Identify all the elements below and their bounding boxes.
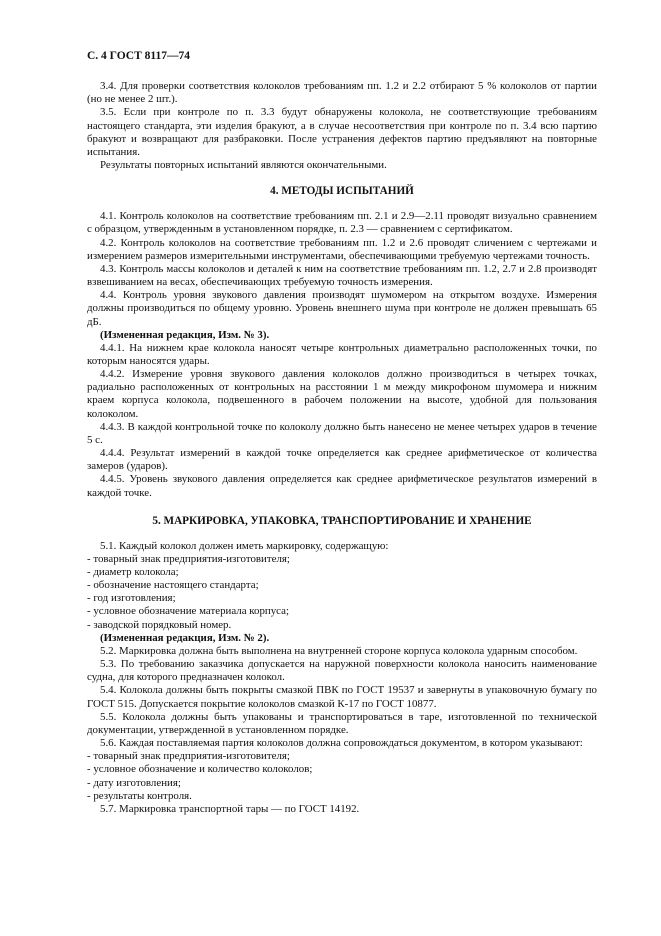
paragraph-4-4-3: 4.4.3. В каждой контрольной точке по колоколу должно быть нанесено не менее четырех ударов в течение 5 с. (87, 420, 597, 446)
section-4-title: 4. МЕТОДЫ ИСПЫТАНИЙ (270, 185, 414, 198)
list-item: - год изготовления; (87, 592, 597, 605)
paragraph-3-4: 3.4. Для проверки соответствия колоколов требованиям пп. 1.2 и 2.2 отбирают 5 % колоколов от партии (но не менее 2 шт.). (87, 80, 597, 106)
paragraph-4-4-1: 4.4.1. На нижнем крае колокола наносят четыре контрольных диаметрально расположенных точки, по которым наносятся удары. (87, 341, 597, 367)
paragraph-4-3: 4.3. Контроль массы колоколов и деталей к ним на соответствие требованиям пп. 1.2, 2.7 и 2.8 производят взвешиванием на весах, обеспечивающих требуемую точность измерения. (87, 262, 597, 289)
paragraph-5-7: 5.7. Маркировка транспортной тары — по ГОСТ 14192. (100, 802, 360, 815)
list-item: - обозначение настоящего стандарта; (87, 579, 597, 592)
list-item: - условное обозначение и количество колоколов; (87, 763, 597, 776)
paragraph-5-1: 5.1. Каждый колокол должен иметь маркировку, содержащую: (100, 539, 389, 552)
marking-list (87, 553, 597, 632)
list-item: - диаметр колокола; (87, 566, 597, 579)
paragraph-5-6: 5.6. Каждая поставляемая партия колоколов должна сопровождаться документом, в котором указывают: (100, 737, 583, 750)
list-item: - условное обозначение материала корпуса; (87, 605, 597, 618)
paragraph-4-4-5: 4.4.5. Уровень звукового давления определяется как среднее арифметическое результатов измерений в каждой точке. (87, 473, 597, 499)
list-item: - товарный знак предприятия-изготовителя; (87, 553, 597, 566)
edition-note-4: (Измененная редакция, Изм. № 3). (100, 328, 270, 341)
paragraph-5-4: 5.4. Колокола должны быть покрыты смазкой ПВК по ГОСТ 19537 и завернуты в упаковочную бумагу по ГОСТ 515. Допускается покрытие колоколов смазкой К-17 по ГОСТ 10877. (87, 684, 597, 710)
paragraph-4-1: 4.1. Контроль колоколов на соответствие требованиям пп. 2.1 и 2.9—2.11 проводят визуально сравнением с образцом, утвержденным в установленном порядке, п. 2.3 — сравнением с сертификатом. (87, 210, 597, 236)
paragraph-5-2: 5.2. Маркировка должна быть выполнена на внутренней стороне корпуса колокола ударным способом. (100, 644, 578, 657)
paragraph-4-2: 4.2. Контроль колоколов на соответствие требованиям пп. 1.2 и 2.6 проводят сличением с чертежами и измерением размеров измерительными инструментами, обеспечивающими требуемую чертежами точность. (87, 236, 597, 262)
paragraph-4-4-2: 4.4.2. Измерение уровня звукового давления колоколов должно производиться в четырех точках, радиально расположенных от контрольных на расстоянии 1 м между микрофоном шумомера и нижним краем корпуса колокола, подвешенного в рабочем положении на высоте, удобной для пользования колоколом. (87, 368, 597, 420)
paragraph-3-5: 3.5. Если при контроле по п. 3.3 будут обнаружены колокола, не соответствующие требованиям настоящего стандарта, эти изделия бракуют, а в случае несоответствия при контроле по п. 3.4 всю партию бракуют и возвращают для разбраковки. После устранения дефектов партию предъявляют на повторные испытания. (87, 106, 597, 158)
document-contents-list (87, 750, 597, 803)
paragraph-5-3: 5.3. По требованию заказчика допускается на наружной поверхности колокола наносить наименование судна, для которого предназначен колокол. (87, 658, 597, 684)
list-item: - дату изготовления; (87, 777, 597, 790)
paragraph-4-4-4: 4.4.4. Результат измерений в каждой точке определяется как среднее арифметическое от количества замеров (ударов). (87, 447, 597, 473)
edition-note-5: (Измененная редакция, Изм. № 2). (100, 631, 270, 644)
paragraph-3-results: Результаты повторных испытаний являются окончательными. (100, 159, 387, 172)
list-item: - результаты контроля. (87, 790, 597, 803)
paragraph-4-4: 4.4. Контроль уровня звукового давления производят шумомером на открытом воздухе. Измерения должны производиться по общему уровню. Уровень внешнего шума при контроле не должен превышать 65 дБ. (87, 289, 597, 328)
running-head: С. 4 ГОСТ 8117—74 (87, 50, 191, 62)
list-item: - заводской порядковый номер. (87, 619, 597, 632)
paragraph-5-5: 5.5. Колокола должны быть упакованы и транспортироваться в таре, изготовленной по технической документации, утвержденной в установленном порядке. (87, 710, 597, 736)
section-5-title: 5. МАРКИРОВКА, УПАКОВКА, ТРАНСПОРТИРОВАНИЕ И ХРАНЕНИЕ (152, 514, 532, 527)
list-item: - товарный знак предприятия-изготовителя; (87, 750, 597, 763)
